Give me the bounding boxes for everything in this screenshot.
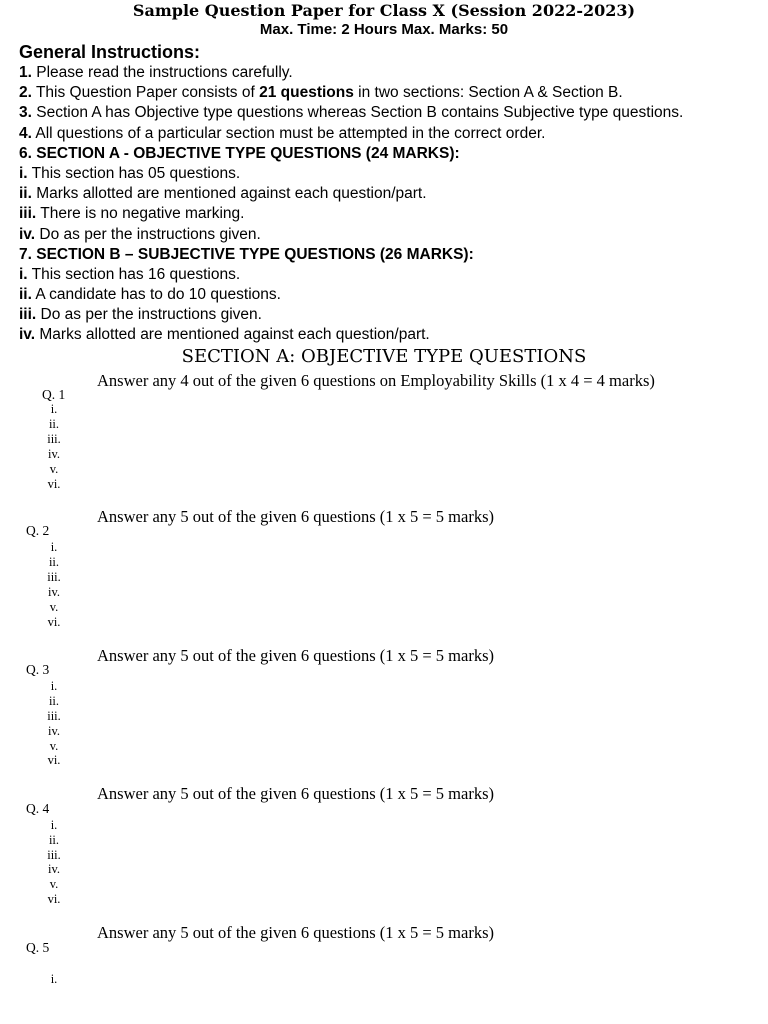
- question-part: ii.: [48, 833, 60, 847]
- question-part: iv.: [47, 447, 61, 461]
- question-part: iii.: [47, 709, 61, 723]
- instruction-text: Marks allotted are mentioned against each question/part.: [35, 326, 430, 344]
- section-b-instruction: [19, 285, 759, 305]
- question-part: vi.: [47, 753, 61, 767]
- section-b-instruction: [19, 305, 759, 325]
- question-part: iv.: [47, 585, 61, 599]
- question-part: iv.: [47, 724, 61, 738]
- instruction-text: A candidate has to do 10 questions.: [31, 286, 281, 304]
- instruction-number: i.: [19, 265, 28, 283]
- question-part: ii.: [48, 694, 60, 708]
- section-a-instructions-heading: 6. SECTION A - OBJECTIVE TYPE QUESTIONS (24 MARKS):: [19, 144, 460, 162]
- instruction-text: This section has 16 questions.: [27, 265, 241, 283]
- instruction-number: 3.: [19, 104, 32, 122]
- question-number: Q. 3: [26, 662, 50, 677]
- question-part: iii.: [47, 432, 61, 446]
- question-part: vi.: [47, 615, 61, 629]
- question-number: Q. 2: [26, 523, 50, 538]
- instruction-number: iii.: [19, 205, 37, 223]
- instruction-text: There is no negative marking.: [36, 205, 245, 223]
- section-a-instruction: [19, 225, 759, 245]
- instruction-item: [19, 103, 759, 123]
- question-part: v.: [49, 462, 59, 476]
- question-part: iii.: [47, 570, 61, 584]
- instruction-number: 4.: [19, 124, 32, 142]
- instruction-number: iii.: [19, 306, 37, 324]
- general-instructions-heading: General Instructions:: [19, 42, 201, 62]
- instruction-text: Marks allotted are mentioned against each question/part.: [31, 185, 427, 203]
- section-a-instruction: [19, 164, 759, 184]
- instruction-text: in two sections: Section A & Section B.: [353, 84, 623, 102]
- question-instruction: Answer any 5 out of the given 6 questions (1 x 5 = 5 marks): [97, 507, 494, 526]
- general-instructions: [19, 41, 759, 346]
- question-part: iv.: [47, 862, 61, 876]
- question-number: Q. 5: [26, 940, 50, 955]
- section-a-title: SECTION A: OBJECTIVE TYPE QUESTIONS: [181, 346, 587, 367]
- question-part: i.: [50, 540, 58, 554]
- section-b-instruction: [19, 265, 759, 285]
- paper-title: Sample Question Paper for Class X (Session 2022-2023): [132, 1, 636, 20]
- instruction-number: i.: [19, 164, 28, 182]
- instruction-number: 2.: [19, 84, 32, 102]
- question-part: i.: [50, 818, 58, 832]
- question-number: Q. 4: [26, 801, 50, 816]
- question-part: v.: [49, 600, 59, 614]
- instruction-number: iv.: [19, 225, 36, 243]
- instruction-text: All questions of a particular section must be attempted in the correct order.: [31, 124, 546, 142]
- question-instruction: Answer any 5 out of the given 6 questions (1 x 5 = 5 marks): [97, 784, 494, 803]
- question-instruction: Answer any 5 out of the given 6 questions (1 x 5 = 5 marks): [97, 646, 494, 665]
- section-b-instruction: [19, 325, 759, 345]
- question-part: vi.: [47, 892, 61, 906]
- instruction-text: This Question Paper consists of: [31, 84, 260, 102]
- instruction-item: [19, 63, 759, 83]
- question-number: Q. 1: [42, 387, 66, 402]
- instruction-number: ii.: [19, 185, 32, 203]
- instruction-item: [19, 83, 759, 103]
- instruction-text: Section A has Objective type questions whereas Section B contains Subjective type questions.: [31, 104, 684, 122]
- instruction-number: iv.: [19, 326, 36, 344]
- section-b-instructions-heading: 7. SECTION B – SUBJECTIVE TYPE QUESTIONS (26 MARKS):: [19, 245, 474, 263]
- section-a-instruction: [19, 184, 759, 204]
- question-part: ii.: [48, 555, 60, 569]
- instruction-text: Please read the instructions carefully.: [31, 64, 293, 81]
- instruction-number: ii.: [19, 286, 32, 304]
- question-part: i.: [50, 402, 58, 416]
- section-a-instruction: [19, 204, 759, 224]
- question-part: i.: [50, 972, 58, 986]
- instruction-text: Do as per the instructions given.: [36, 306, 262, 324]
- question-part: vi.: [47, 477, 61, 491]
- question-part: ii.: [48, 417, 60, 431]
- instruction-number: 1.: [19, 64, 32, 81]
- instruction-emphasis: 21 questions: [259, 84, 354, 102]
- paper-subtitle: Max. Time: 2 Hours Max. Marks: 50: [259, 21, 509, 38]
- question-part: v.: [49, 877, 59, 891]
- instruction-item: [19, 124, 759, 144]
- instruction-text: Do as per the instructions given.: [35, 225, 261, 243]
- question-instruction: Answer any 5 out of the given 6 questions (1 x 5 = 5 marks): [97, 923, 494, 942]
- question-instruction: Answer any 4 out of the given 6 questions on Employability Skills (1 x 4 = 4 marks): [97, 371, 655, 390]
- question-part: i.: [50, 679, 58, 693]
- instruction-text: This section has 05 questions.: [27, 164, 241, 182]
- question-part: v.: [49, 739, 59, 753]
- question-part: iii.: [47, 848, 61, 862]
